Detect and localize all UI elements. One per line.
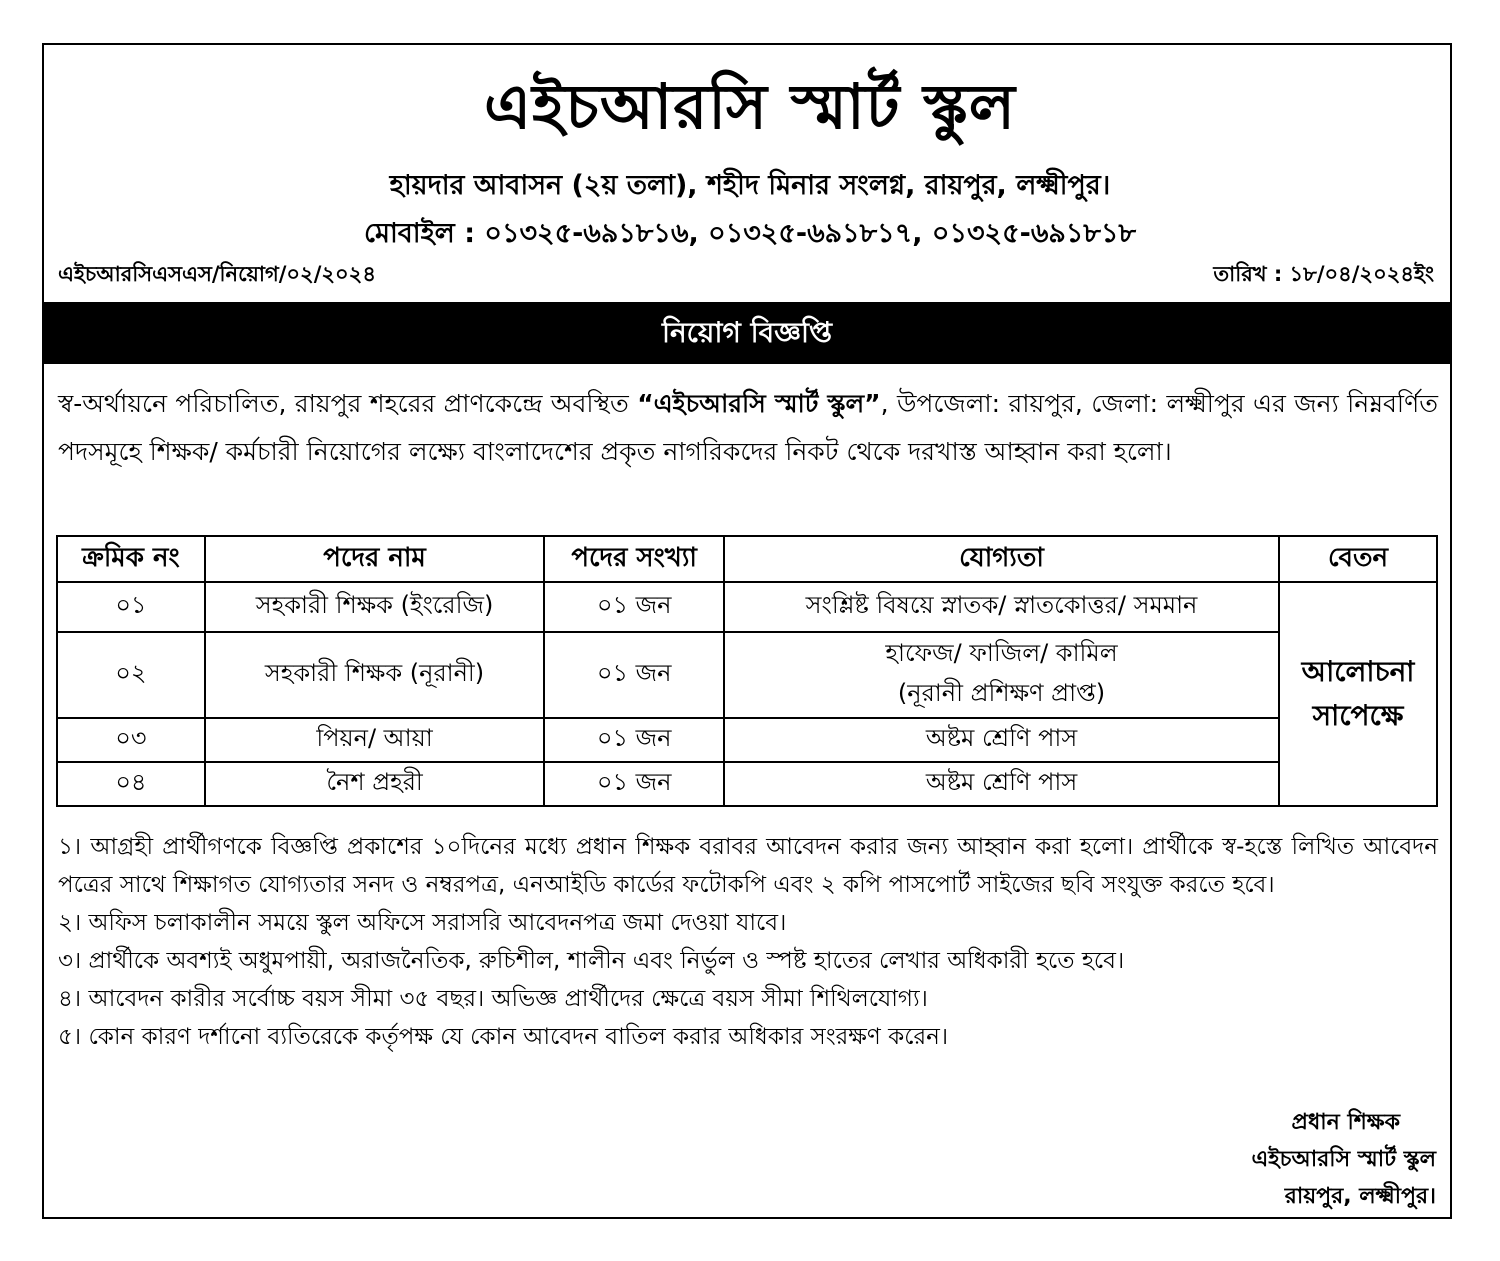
- cell-serial: ০৩: [57, 718, 205, 762]
- mobile-numbers: মোবাইল : ০১৩২৫-৬৯১৮১৬, ০১৩২৫-৬৯১৮১৭, ০১৩২৫-৬৯১৮১৮: [364, 218, 1136, 249]
- signatory-location: রায়পুর, লক্ষ্মীপুর।: [1284, 1184, 1436, 1209]
- notice-title: নিয়োগ বিজ্ঞপ্তি: [661, 315, 833, 349]
- cell-post: সহকারী শিক্ষক (ইংরেজি): [205, 582, 544, 632]
- cell-serial: ০১: [57, 582, 205, 632]
- cell-qualification: সংশ্লিষ্ট বিষয়ে স্নাতক/ স্নাতকোত্তর/ সমমান: [724, 582, 1279, 632]
- salary-line1: আলোচনা: [1301, 655, 1415, 688]
- table-row: [57, 718, 1437, 762]
- term-item: ১। আগ্রহী প্রার্থীগণকে বিজ্ঞপ্তি প্রকাশের ১০দিনের মধ্যে প্রধান শিক্ষক বরাবর আবেদন করার জন্য আহ্বান করা হলো। প্রার্থীকে স্ব-হস্তে লিখিত আবেদন পত্রের সাথে শিক্ষাগত যোগ্যতার সনদ ও নম্বরপত্র, এনআইডি কার্ডের ফটোকপি এবং ২ কপি পাসপোর্ট সাইজের ছবি সংযুক্ত করতে হবে।: [58, 834, 1438, 898]
- term-item: ৩। প্রার্থীকে অবশ্যই অধুমপায়ী, অরাজনৈতিক, রুচিশীল, শালীন এবং নির্ভুল ও স্পষ্ট হাতের লেখার অধিকারী হতে হবে।: [58, 948, 1125, 974]
- term-item: ৪। আবেদন কারীর সর্বোচ্চ বয়স সীমা ৩৫ বছর। অভিজ্ঞ প্রার্থীদের ক্ষেত্রে বয়স সীমা শিথিলযোগ্য।: [58, 986, 928, 1012]
- qualification-line2: (নূরানী প্রশিক্ষণ প্রাপ্ত): [897, 679, 1106, 707]
- vacancy-table: [56, 535, 1438, 807]
- term-item: ২। অফিস চলাকালীন সময়ে স্কুল অফিসে সরাসরি আবেদনপত্র জমা দেওয়া যাবে।: [58, 910, 787, 936]
- signature-block: [1251, 1104, 1436, 1215]
- cell-count: ০১ জন: [544, 762, 724, 806]
- cell-count: ০১ জন: [544, 632, 724, 718]
- cell-post: সহকারী শিক্ষক (নূরানী): [205, 632, 544, 718]
- notice-date: তারিখ : ১৮/০৪/২০২৪ইং: [1213, 262, 1434, 286]
- intro-text-part2: , উপজেলা: রায়পুর, জেলা: লক্ষ্মীপুর এর জন্য নিম্নবর্ণিত পদসমূহে শিক্ষক/ কর্মচারী নিয়োগের লক্ষ্যে বাংলাদেশের প্রকৃত নাগরিকদের নিকট থেকে দরখাস্ত আহ্বান করা হলো।: [58, 389, 1438, 466]
- header-qualification: যোগ্যতা: [724, 536, 1279, 582]
- table-row: [57, 632, 1437, 718]
- header-count: পদের সংখ্যা: [544, 536, 724, 582]
- school-name-title: এইচআরসি স্মার্ট স্কুল: [484, 70, 1016, 143]
- cell-count: ০১ জন: [544, 582, 724, 632]
- signatory-school: এইচআরসি স্মার্ট স্কুল: [1251, 1147, 1436, 1172]
- header-post: পদের নাম: [205, 536, 544, 582]
- cell-salary: [1279, 582, 1437, 806]
- cell-post: পিয়ন/ আয়া: [205, 718, 544, 762]
- header-salary: বেতন: [1279, 536, 1437, 582]
- header-serial: ক্রমিক নং: [57, 536, 205, 582]
- qualification-line1: হাফেজ/ ফাজিল/ কামিল: [885, 639, 1118, 667]
- notice-title-banner: [42, 304, 1452, 364]
- cell-qualification: [724, 632, 1279, 718]
- table-row: [57, 582, 1437, 632]
- cell-count: ০১ জন: [544, 718, 724, 762]
- table-header-row: [57, 536, 1437, 582]
- cell-serial: ০২: [57, 632, 205, 718]
- cell-qualification: অষ্টম শ্রেণি পাস: [724, 762, 1279, 806]
- cell-serial: ০৪: [57, 762, 205, 806]
- school-address: হায়দার আবাসন (২য় তলা), শহীদ মিনার সংলগ্ন, রায়পুর, লক্ষ্মীপুর।: [389, 170, 1111, 201]
- salary-line2: সাপেক্ষে: [1312, 699, 1404, 732]
- intro-text-part1: স্ব-অর্থায়নে পরিচালিত, রায়পুর শহরের প্রাণকেন্দ্রে অবস্থিত: [58, 389, 638, 418]
- cell-post: নৈশ প্রহরী: [205, 762, 544, 806]
- terms-list: [58, 828, 1438, 1056]
- signatory-designation: প্রধান শিক্ষক: [1291, 1110, 1400, 1135]
- term-item: ৫। কোন কারণ দর্শানো ব্যতিরেকে কর্তৃপক্ষ যে কোন আবেদন বাতিল করার অধিকার সংরক্ষণ করেন।: [58, 1024, 949, 1050]
- cell-qualification: অষ্টম শ্রেণি পাস: [724, 718, 1279, 762]
- reference-number: এইচআরসিএসএস/নিয়োগ/০২/২০২৪: [58, 262, 376, 286]
- intro-paragraph: [58, 380, 1438, 476]
- intro-school-name: “এইচআরসি স্মার্ট স্কুল”: [637, 389, 881, 418]
- table-row: [57, 762, 1437, 806]
